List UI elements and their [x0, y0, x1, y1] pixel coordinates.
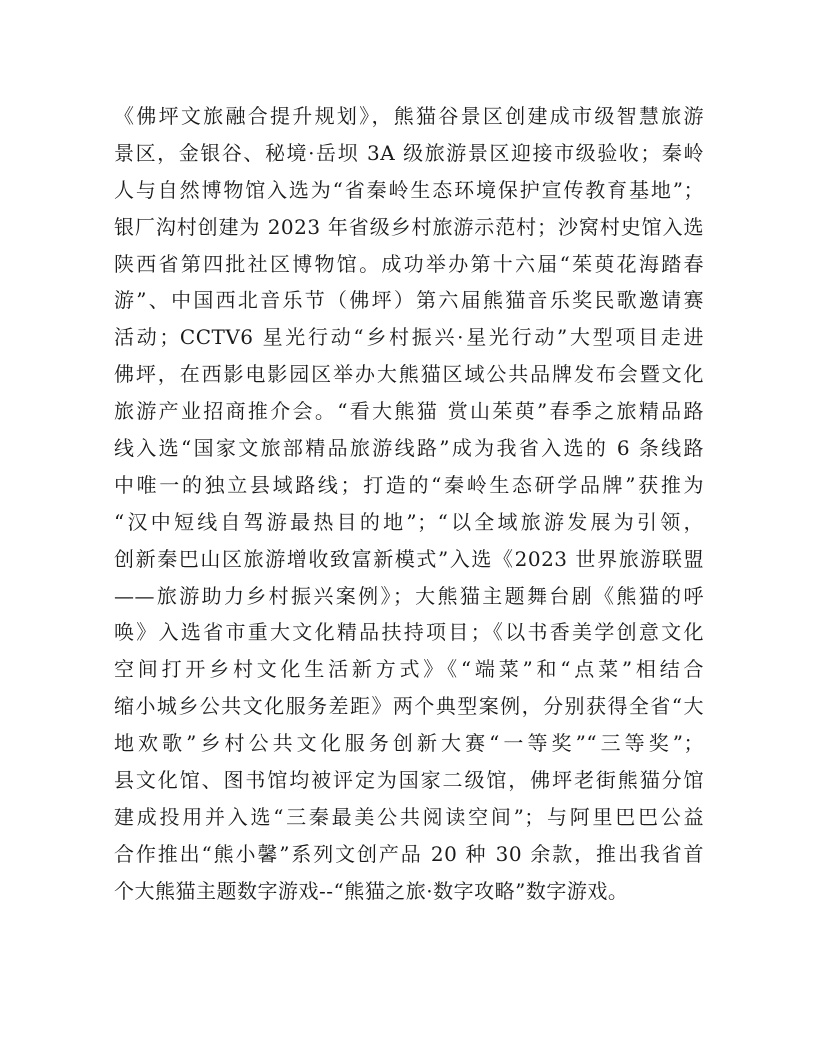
text-line: 活动；CCTV6 星光行动“乡村振兴·星光行动”大型项目走进	[114, 325, 704, 350]
text-line: 景区，金银谷、秘境·岳坝 3A 级旅游景区迎接市级验收；秦岭	[114, 140, 704, 165]
text-line: “汉中短线自驾游最热目的地”；“以全域旅游发展为引领，	[114, 509, 704, 534]
text-line: 陕西省第四批社区博物馆。成功举办第十六届“茱萸花海踏春	[114, 251, 704, 276]
text-line: 银厂沟村创建为 2023 年省级乡村旅游示范村；沙窝村史馆入选	[114, 214, 704, 239]
text-line: 缩小城乡公共文化服务差距》两个典型案例，分别获得全省“大	[114, 694, 704, 719]
text-line: 合作推出“熊小馨”系列文创产品 20 种 30 余款，推出我省首	[114, 841, 704, 866]
text-line: ——旅游助力乡村振兴案例》；大熊猫主题舞台剧《熊猫的呼	[114, 583, 704, 608]
body-paragraph	[114, 98, 704, 910]
text-line: 地欢歌”乡村公共文化服务创新大赛“一等奖”“三等奖”；	[114, 731, 704, 756]
text-line: 旅游产业招商推介会。“看大熊猫 赏山茱萸”春季之旅精品路	[114, 399, 704, 424]
text-line: 县文化馆、图书馆均被评定为国家二级馆，佛坪老街熊猫分馆	[114, 768, 704, 793]
text-line: 线入选“国家文旅部精品旅游线路”成为我省入选的 6 条线路	[114, 436, 704, 461]
text-line: 游”、中国西北音乐节（佛坪）第六届熊猫音乐奖民歌邀请赛	[114, 288, 704, 313]
text-line: 《佛坪文旅融合提升规划》，熊猫谷景区创建成市级智慧旅游	[114, 104, 704, 128]
text-line: 创新秦巴山区旅游增收致富新模式”入选《2023 世界旅游联盟	[114, 546, 704, 571]
text-line: 个大熊猫主题数字游戏--“熊猫之旅·数字攻略”数字游戏。	[114, 878, 629, 903]
text-line: 建成投用并入选“三秦最美公共阅读空间”；与阿里巴巴公益	[114, 804, 704, 829]
text-line: 空间打开乡村文化生活新方式》《“端菜”和“点菜”相结合	[114, 657, 704, 682]
text-line: 人与自然博物馆入选为“省秦岭生态环境保护宣传教育基地”；	[114, 177, 704, 202]
text-line: 唤》入选省市重大文化精品扶持项目；《以书香美学创意文化	[114, 620, 704, 645]
text-line: 佛坪，在西影电影园区举办大熊猫区域公共品牌发布会暨文化	[114, 362, 704, 387]
text-line: 中唯一的独立县域路线；打造的“秦岭生态研学品牌”获推为	[114, 472, 704, 497]
